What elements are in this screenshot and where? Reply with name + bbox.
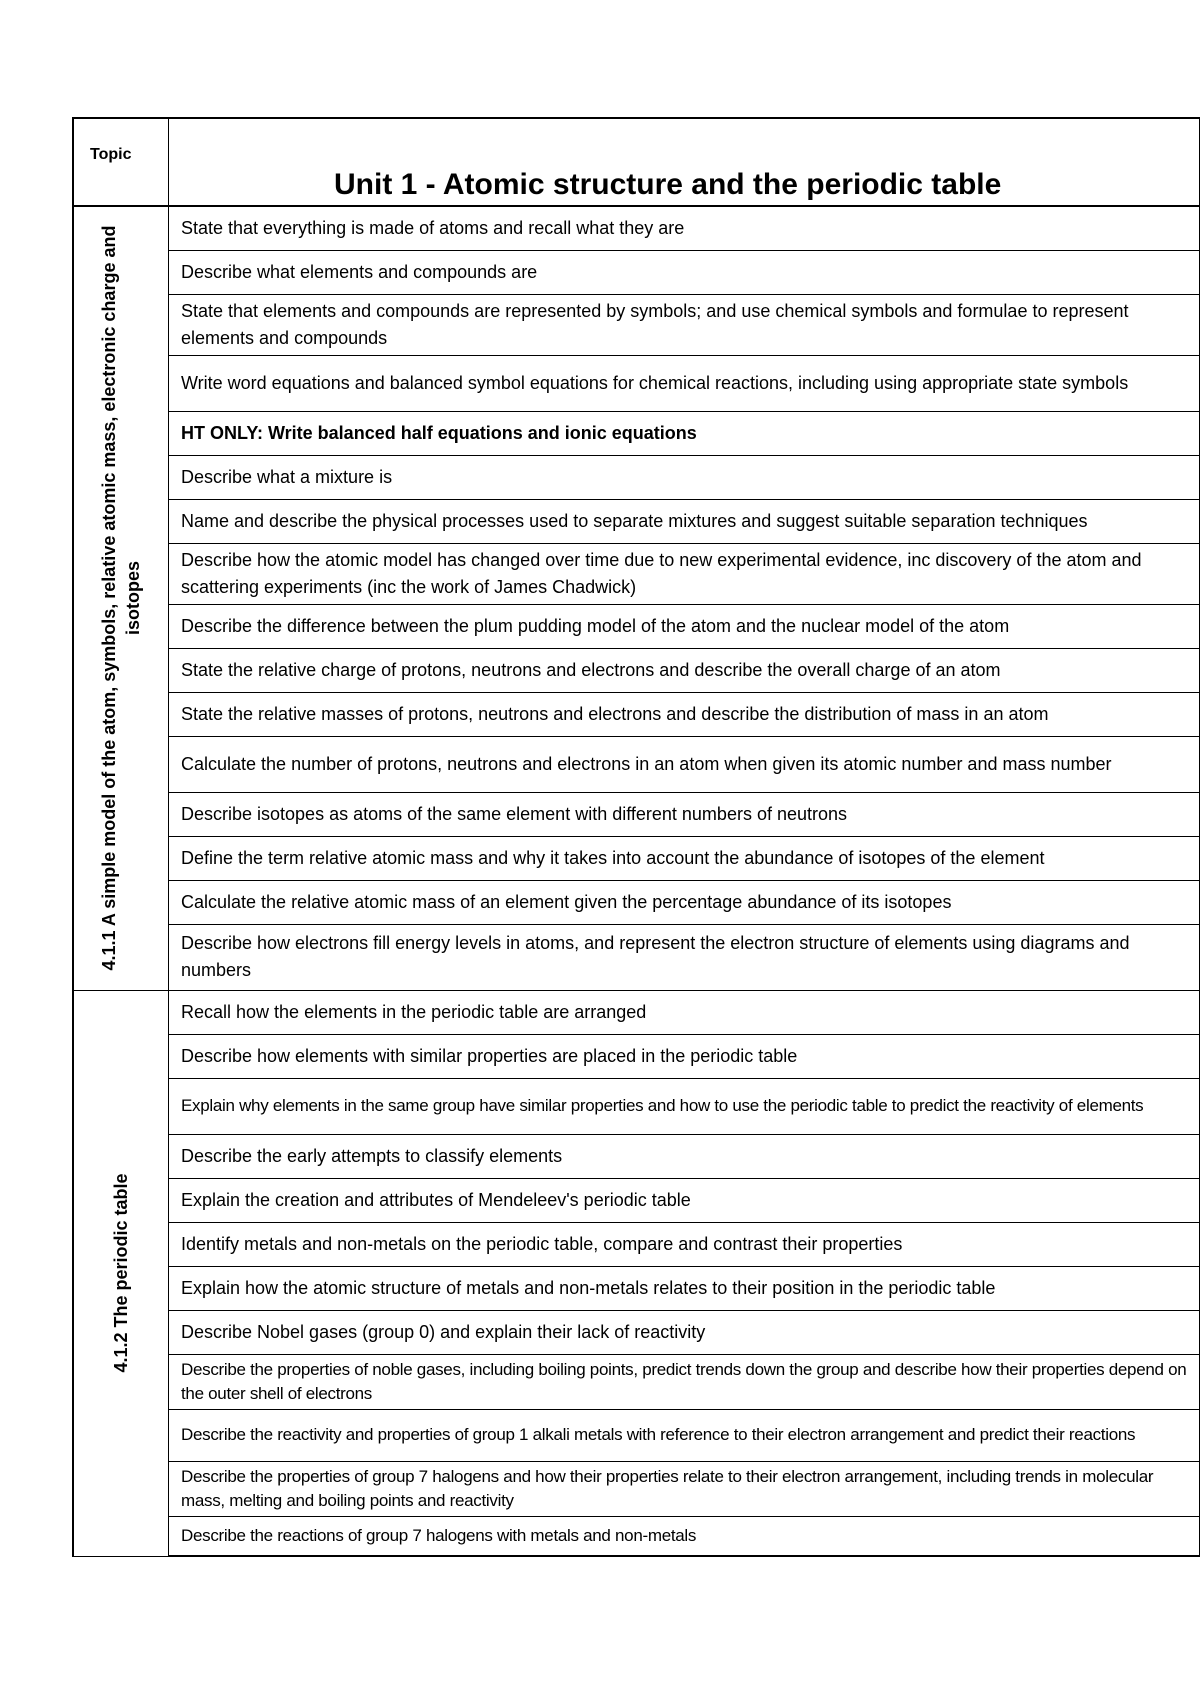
objective-text: State the relative masses of protons, neutrons and electrons and describe the distribution of mass in an atom [169, 692, 1200, 736]
objective-row [73, 648, 1200, 692]
objective-text: Describe the properties of group 7 halogens and how their properties relate to their electron arrangement, including trends in molecular mass, melting and boiling points and reactivity [169, 1461, 1200, 1516]
objective-row [73, 880, 1200, 924]
objective-text: Describe what elements and compounds are [169, 250, 1200, 294]
objective-row [73, 543, 1200, 604]
objective-row [73, 1134, 1200, 1178]
objective-row [73, 604, 1200, 648]
objective-text: Explain why elements in the same group have similar properties and how to use the periodic table to predict the reactivity of elements [169, 1078, 1200, 1134]
objective-text: Name and describe the physical processes used to separate mixtures and suggest suitable separation techniques [169, 499, 1200, 543]
objective-row [73, 206, 1200, 250]
objective-text: Describe the early attempts to classify elements [169, 1134, 1200, 1178]
specification-table [72, 117, 1200, 1557]
section-title-cell [73, 990, 169, 1556]
objective-row [73, 355, 1200, 411]
section-title-cell [73, 206, 169, 990]
objective-row [73, 990, 1200, 1034]
header-row [73, 118, 1200, 206]
objective-row [73, 1409, 1200, 1461]
objective-text: State that elements and compounds are represented by symbols; and use chemical symbols and formulae to represent elements and compounds [169, 294, 1200, 355]
objective-row [73, 1178, 1200, 1222]
objective-row [73, 455, 1200, 499]
objective-row [73, 792, 1200, 836]
objective-row [73, 736, 1200, 792]
objective-row [73, 924, 1200, 990]
objective-row [73, 250, 1200, 294]
objective-text: Describe isotopes as atoms of the same element with different numbers of neutrons [169, 792, 1200, 836]
objective-row [73, 1354, 1200, 1409]
objective-text: Describe the difference between the plum pudding model of the atom and the nuclear model of the atom [169, 604, 1200, 648]
section-title: 4.1.2 The periodic table [111, 1173, 131, 1373]
objective-text: Write word equations and balanced symbol equations for chemical reactions, including using appropriate state symbols [169, 355, 1200, 411]
objective-text: Explain the creation and attributes of Mendeleev's periodic table [169, 1178, 1200, 1222]
objective-text: Recall how the elements in the periodic table are arranged [169, 990, 1200, 1034]
objective-row [73, 1516, 1200, 1556]
objective-row [73, 1078, 1200, 1134]
objective-row [73, 294, 1200, 355]
objective-text: Describe the properties of noble gases, including boiling points, predict trends down the group and describe how their properties depend on the outer shell of electrons [169, 1354, 1200, 1409]
objective-text: State the relative charge of protons, neutrons and electrons and describe the overall charge of an atom [169, 648, 1200, 692]
objective-text: Describe the reactions of group 7 halogens with metals and non-metals [169, 1516, 1200, 1556]
objective-row [73, 499, 1200, 543]
objective-row [73, 836, 1200, 880]
objective-text: Describe how the atomic model has changed over time due to new experimental evidence, inc discovery of the atom and scattering experiments (inc the work of James Chadwick) [169, 543, 1200, 604]
objective-row [73, 1461, 1200, 1516]
objective-text: Describe how electrons fill energy levels in atoms, and represent the electron structure of elements using diagrams and numbers [169, 924, 1200, 990]
objective-row [73, 1222, 1200, 1266]
objective-text: Identify metals and non-metals on the periodic table, compare and contrast their properties [169, 1222, 1200, 1266]
objective-row [73, 411, 1200, 455]
topic-header-label: Topic [73, 118, 169, 206]
objective-text: Describe the reactivity and properties of group 1 alkali metals with reference to their electron arrangement and predict their reactions [169, 1409, 1200, 1461]
objective-row [73, 692, 1200, 736]
section-title: 4.1.1 A simple model of the atom, symbols, relative atomic mass, electronic charge and isotopes [99, 225, 143, 971]
objective-text: Calculate the number of protons, neutrons and electrons in an atom when given its atomic number and mass number [169, 736, 1200, 792]
objective-text: Describe what a mixture is [169, 455, 1200, 499]
objective-text: Define the term relative atomic mass and why it takes into account the abundance of isotopes of the element [169, 836, 1200, 880]
objective-row [73, 1310, 1200, 1354]
objective-text: Describe how elements with similar properties are placed in the periodic table [169, 1034, 1200, 1078]
objective-text: Explain how the atomic structure of metals and non-metals relates to their position in the periodic table [169, 1266, 1200, 1310]
objective-text: Calculate the relative atomic mass of an element given the percentage abundance of its isotopes [169, 880, 1200, 924]
objective-row [73, 1266, 1200, 1310]
objective-text-ht: HT ONLY: Write balanced half equations and ionic equations [169, 411, 1200, 455]
objective-row [73, 1034, 1200, 1078]
objective-text: State that everything is made of atoms and recall what they are [169, 206, 1200, 250]
objective-text: Describe Nobel gases (group 0) and explain their lack of reactivity [169, 1310, 1200, 1354]
unit-title: Unit 1 - Atomic structure and the periodic table [169, 118, 1200, 206]
